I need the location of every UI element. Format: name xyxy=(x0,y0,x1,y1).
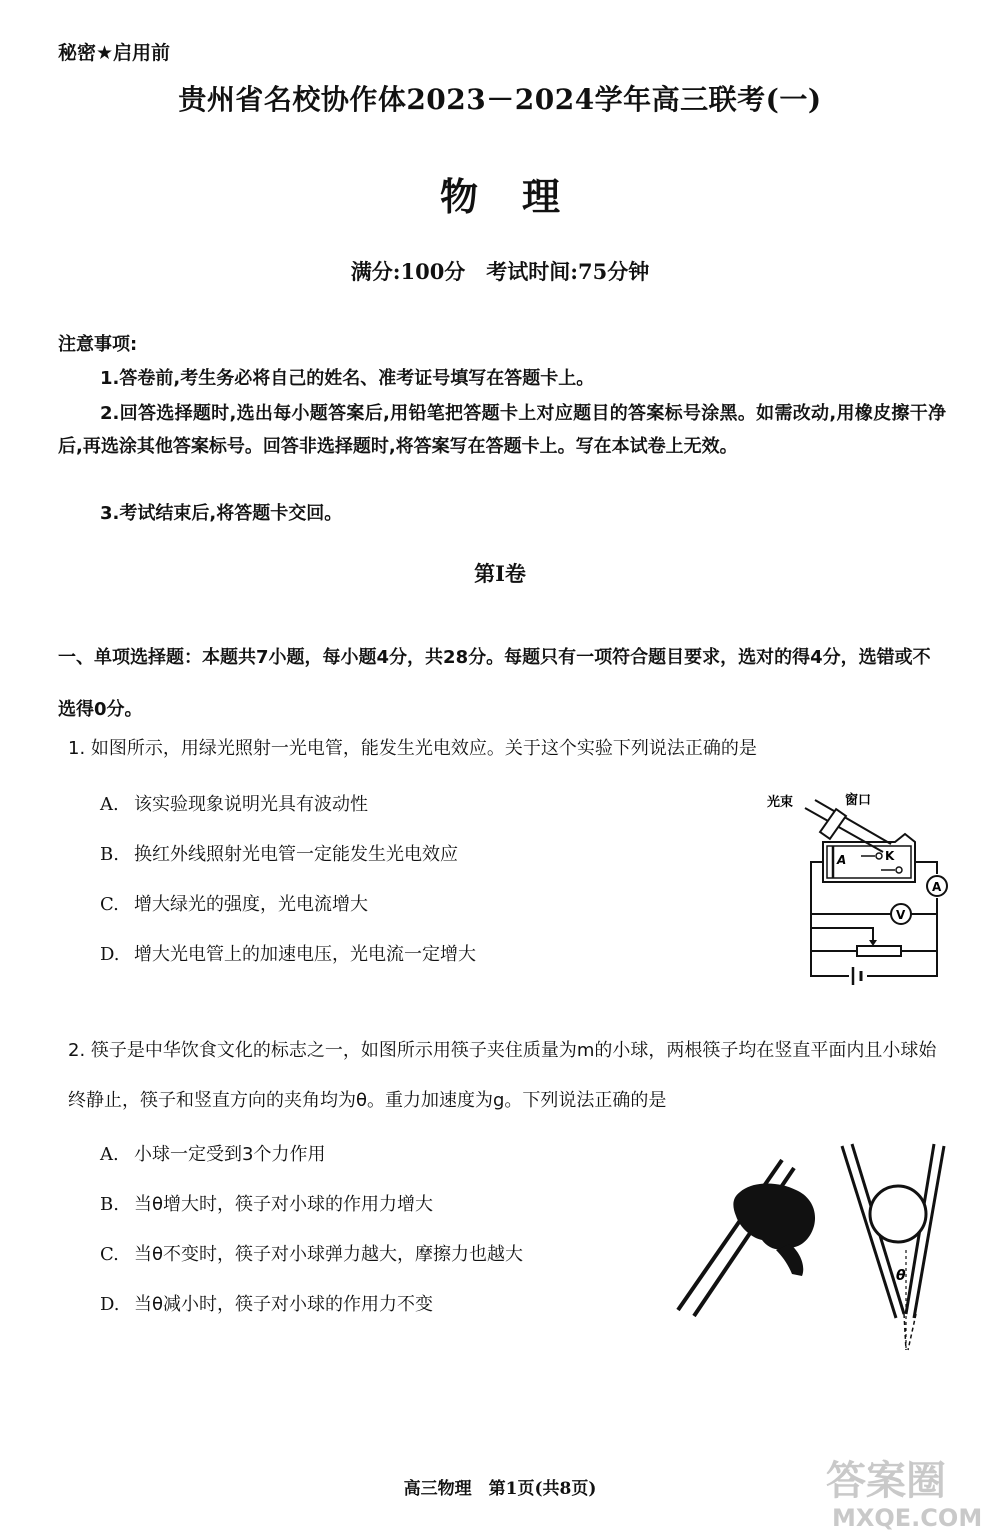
watermark-url: MXQE.COM xyxy=(832,1504,983,1532)
option-letter: C. xyxy=(100,1244,119,1265)
window-glass xyxy=(820,809,846,839)
q2-option-a xyxy=(100,1140,325,1166)
option-letter: A. xyxy=(100,794,119,815)
hand-with-chopsticks xyxy=(678,1160,815,1316)
chopsticks-figure xyxy=(670,1140,960,1355)
electron-icon xyxy=(896,867,902,873)
option-text: 增大绿光的强度，光电流增大 xyxy=(134,894,368,915)
option-text: 小球一定受到3个力作用 xyxy=(134,1144,326,1165)
exam-title: 贵州省名校协作体2023－2024学年高三联考(一) xyxy=(178,83,822,116)
extension-line xyxy=(908,1314,916,1350)
option-letter: C. xyxy=(100,894,119,915)
extension-line xyxy=(904,1314,906,1350)
notice-title: 注意事项: xyxy=(58,334,138,355)
notice-item-3: 3.考试结束后,将答题卡交回。 xyxy=(100,503,343,524)
option-text: 当θ减小时，筷子对小球的作用力不变 xyxy=(134,1294,434,1315)
circuit-wire xyxy=(915,862,937,874)
rheostat-icon xyxy=(857,946,901,956)
ammeter-label: A xyxy=(932,880,942,894)
voltmeter-label: V xyxy=(896,908,906,922)
option-text: 增大光电管上的加速电压，光电流一定增大 xyxy=(134,944,476,965)
window-label: 窗口 xyxy=(845,793,872,808)
score-info: 满分:100分 考试时间:75分钟 xyxy=(350,259,650,284)
page-footer: 高三物理 第1页(共8页) xyxy=(403,1479,597,1499)
cathode-label: K xyxy=(885,849,895,863)
option-letter: D. xyxy=(100,1294,120,1315)
option-letter: B. xyxy=(100,844,119,865)
q1-option-b xyxy=(100,840,458,866)
option-letter: A. xyxy=(100,1144,119,1165)
theta-label: θ xyxy=(896,1268,906,1284)
option-text: 该实验现象说明光具有波动性 xyxy=(134,794,368,815)
q1-option-a xyxy=(100,790,368,816)
watermark-text: 答案圈 xyxy=(826,1458,946,1504)
option-text: 当θ增大时，筷子对小球的作用力增大 xyxy=(134,1194,434,1215)
beam-label: 光束 xyxy=(767,795,794,810)
subject-title: 物理 xyxy=(439,174,604,219)
electron-icon xyxy=(876,853,882,859)
watermark-logo xyxy=(818,1450,998,1532)
ball xyxy=(870,1186,926,1242)
option-text: 当θ不变时，筷子对小球弹力越大，摩擦力也越大 xyxy=(134,1244,524,1265)
circuit-wire xyxy=(811,862,937,976)
q2-option-d xyxy=(100,1290,433,1316)
option-letter: B. xyxy=(100,1194,119,1215)
battery-gap xyxy=(849,969,867,983)
secret-mark: 秘密★启用前 xyxy=(58,42,171,64)
q1-option-c xyxy=(100,890,368,916)
q1-option-d xyxy=(100,940,476,966)
notice-item-2: 2.回答选择题时,选出每小题答案后,用铅笔把答题卡上对应题目的答案标号涂黑。如需改动,用橡皮擦干净后,再选涂其他答案标号。回答非选择题时,将答案写在答题卡上。写在本试卷上无效。 xyxy=(58,403,946,457)
option-text: 换红外线照射光电管一定能发生光电效应 xyxy=(134,844,458,865)
q2-option-b xyxy=(100,1190,433,1216)
question-2-stem: 2. 筷子是中华饮食文化的标志之一，如图所示用筷子夹住质量为m的小球，两根筷子均在竖直平面内且小球始终静止，筷子和竖直方向的夹角均为θ。重力加速度为g。下列说法正确的是 xyxy=(68,1040,937,1111)
notice-item-1: 1.答卷前,考生务必将自己的姓名、准考证号填写在答题卡上。 xyxy=(100,368,595,389)
hand-finger xyxy=(776,1244,803,1276)
anode-label: A xyxy=(837,853,847,867)
photoelectric-circuit-figure xyxy=(765,786,965,992)
ball-in-chopsticks-diagram xyxy=(842,1144,944,1350)
section-heading: 一、单项选择题：本题共7小题，每小题4分，共28分。每题只有一项符合题目要求，选对的得4分，选错或不选得0分。 xyxy=(58,647,931,720)
question-1-stem: 1. 如图所示，用绿光照射一光电管，能发生光电效应。关于这个实验下列说法正确的是 xyxy=(68,738,757,759)
circuit-wire xyxy=(811,928,873,936)
option-letter: D. xyxy=(100,944,120,965)
volume-title: 第Ⅰ卷 xyxy=(474,561,526,586)
q2-option-c xyxy=(100,1240,523,1266)
